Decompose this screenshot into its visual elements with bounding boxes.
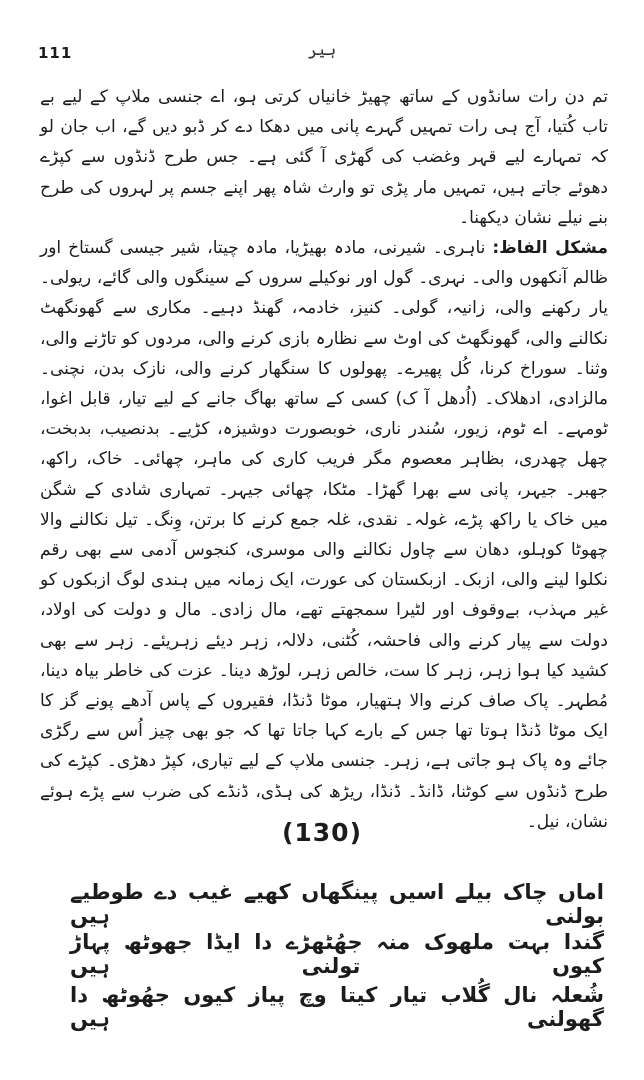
page-number: 111	[38, 44, 73, 62]
section-number: (130)	[281, 818, 363, 847]
glossary-paragraph	[40, 233, 608, 837]
body-text	[40, 82, 608, 837]
verse-line: شُعلہ نال گُلاب تیار کیتا وچ پیاز کیوں جھُوٹھ دا گھولنی ہیں	[70, 983, 604, 1031]
passage-paragraph: تم دن رات سانڈوں کے ساتھ چھیڑ خانیاں کرتی ہو، اے جنسی ملاپ کے لیے بے تاب کُتیا، آج ہی رات تمہیں گہرے پانی میں دھکا دے کر ڈبو دیں گے، اب جان لو کہ تمہارے لیے قہر وغضب کی گھڑی آ گئی ہے۔ جس طرح ڈنڈوں سے کپڑے دھوئے جاتے ہیں، تمہیں مار پڑی تو وارث شاہ پھر اپنے جسم پر لہروں کی طرح بنے نیلے نشان دیکھنا۔	[40, 87, 608, 228]
glossary-heading: مشکل الفاظ:	[492, 238, 608, 259]
glossary-text: ناہری۔ شیرنی، مادہ بھیڑیا، مادہ چیتا، شیر جیسی گستاخ اور ظالم آنکھوں والی۔ نہری۔ گول اور نوکیلے سروں کے سینگوں والی گائے، ریولی۔ یار رکھنے والی، زانیہ، گولی۔ کنیز، خادمہ، گھنڈ دہیے۔ مکاری سے گھونگھٹ نکالنے والی، گھونگھٹ کی اوٹ سے نظارہ بازی کرنے والی، مردوں کو تاڑنے والی، وثنا۔ سوراخ کرنا، کُل پھیرے۔ پھولوں کا سنگھار کرنے والی، نازک بدن، نچنی۔ مالزادی، ادھلاک۔ (اُدھل آ ک) کسی کے ساتھ بھاگ جانے کے لیے تیار، قابل اغوا، ٹومہے۔ اے ٹوم، زیور، سُندر ناری، خوبصورت دوشیزہ، کڑیے۔ بدنصیب، بدبخت، چھل چھدری، بظاہر معصوم مگر فریب کاری کی ماہر، چھائی۔ خاک، راکھ، جھبر۔ جیہر، پانی سے بھرا گھڑا۔ مٹکا، چھائی جیہر۔ تمہاری شادی کے شگن میں خاک یا راکھ پڑے، غولہ۔ نقدی، غلہ جمع کرنے کا برتن، وِنگ۔ تیل نکالنے والا چھوٹا کوہلو، دھان سے چاول نکالنے والی موسری، کنجوس آدمی سے بھی رقم نکلوا لینے والی، ازبک۔ ازبکستان کی عورت، ایک زمانہ میں ہندی لوگ ازبکوں کو غیر مہذب، بےوقوف اور لٹیرا سمجھتے تھے، مال زادی۔ مال و دولت کی اولاد، دولت سے پیار کرنے والی فاحشہ، کُٹنی، دلالہ، زہر دیئے زہریئے۔ زہر سے بھی کشید کیا ہوا زہر، زہر کا ست، خالص زہر، لوڑھ دینا۔ عزت کی خاطر بیاہ دینا، مُطہر۔ پاک صاف کرنے والا ہتھیار، موٹا ڈنڈا، فقیروں کے پاس آدھے پونے گز کا ایک موٹا ڈنڈا ہوتا تھا جس کے بارے کہا جاتا تھا کہ جو بھی چیز اُس سے رگڑی جائے وہ پاک ہو جاتی ہے، زہر۔ جنسی ملاپ کے لیے تیاری، کپڑ دھڑی۔ کپڑے کی طرح ڈنڈوں سے کوٹنا، ڈانڈ۔ ڈنڈا، ریڑھ کی ہڈی، ڈنڈے کی ضرب سے پڑے ہوئے نشان، نیل۔	[40, 238, 608, 832]
running-head: ہیر	[307, 40, 337, 59]
verse-line: گندا بہت ملھوک منہ جھُٹھڑے دا ایڈا جھوٹھ پہاڑ کیوں تولنی ہیں	[70, 930, 604, 978]
verse-line: اماں چاک بیلے اسیں پینگھاں کھیے غیب دے طوطیے بولنی ہیں	[70, 880, 604, 928]
